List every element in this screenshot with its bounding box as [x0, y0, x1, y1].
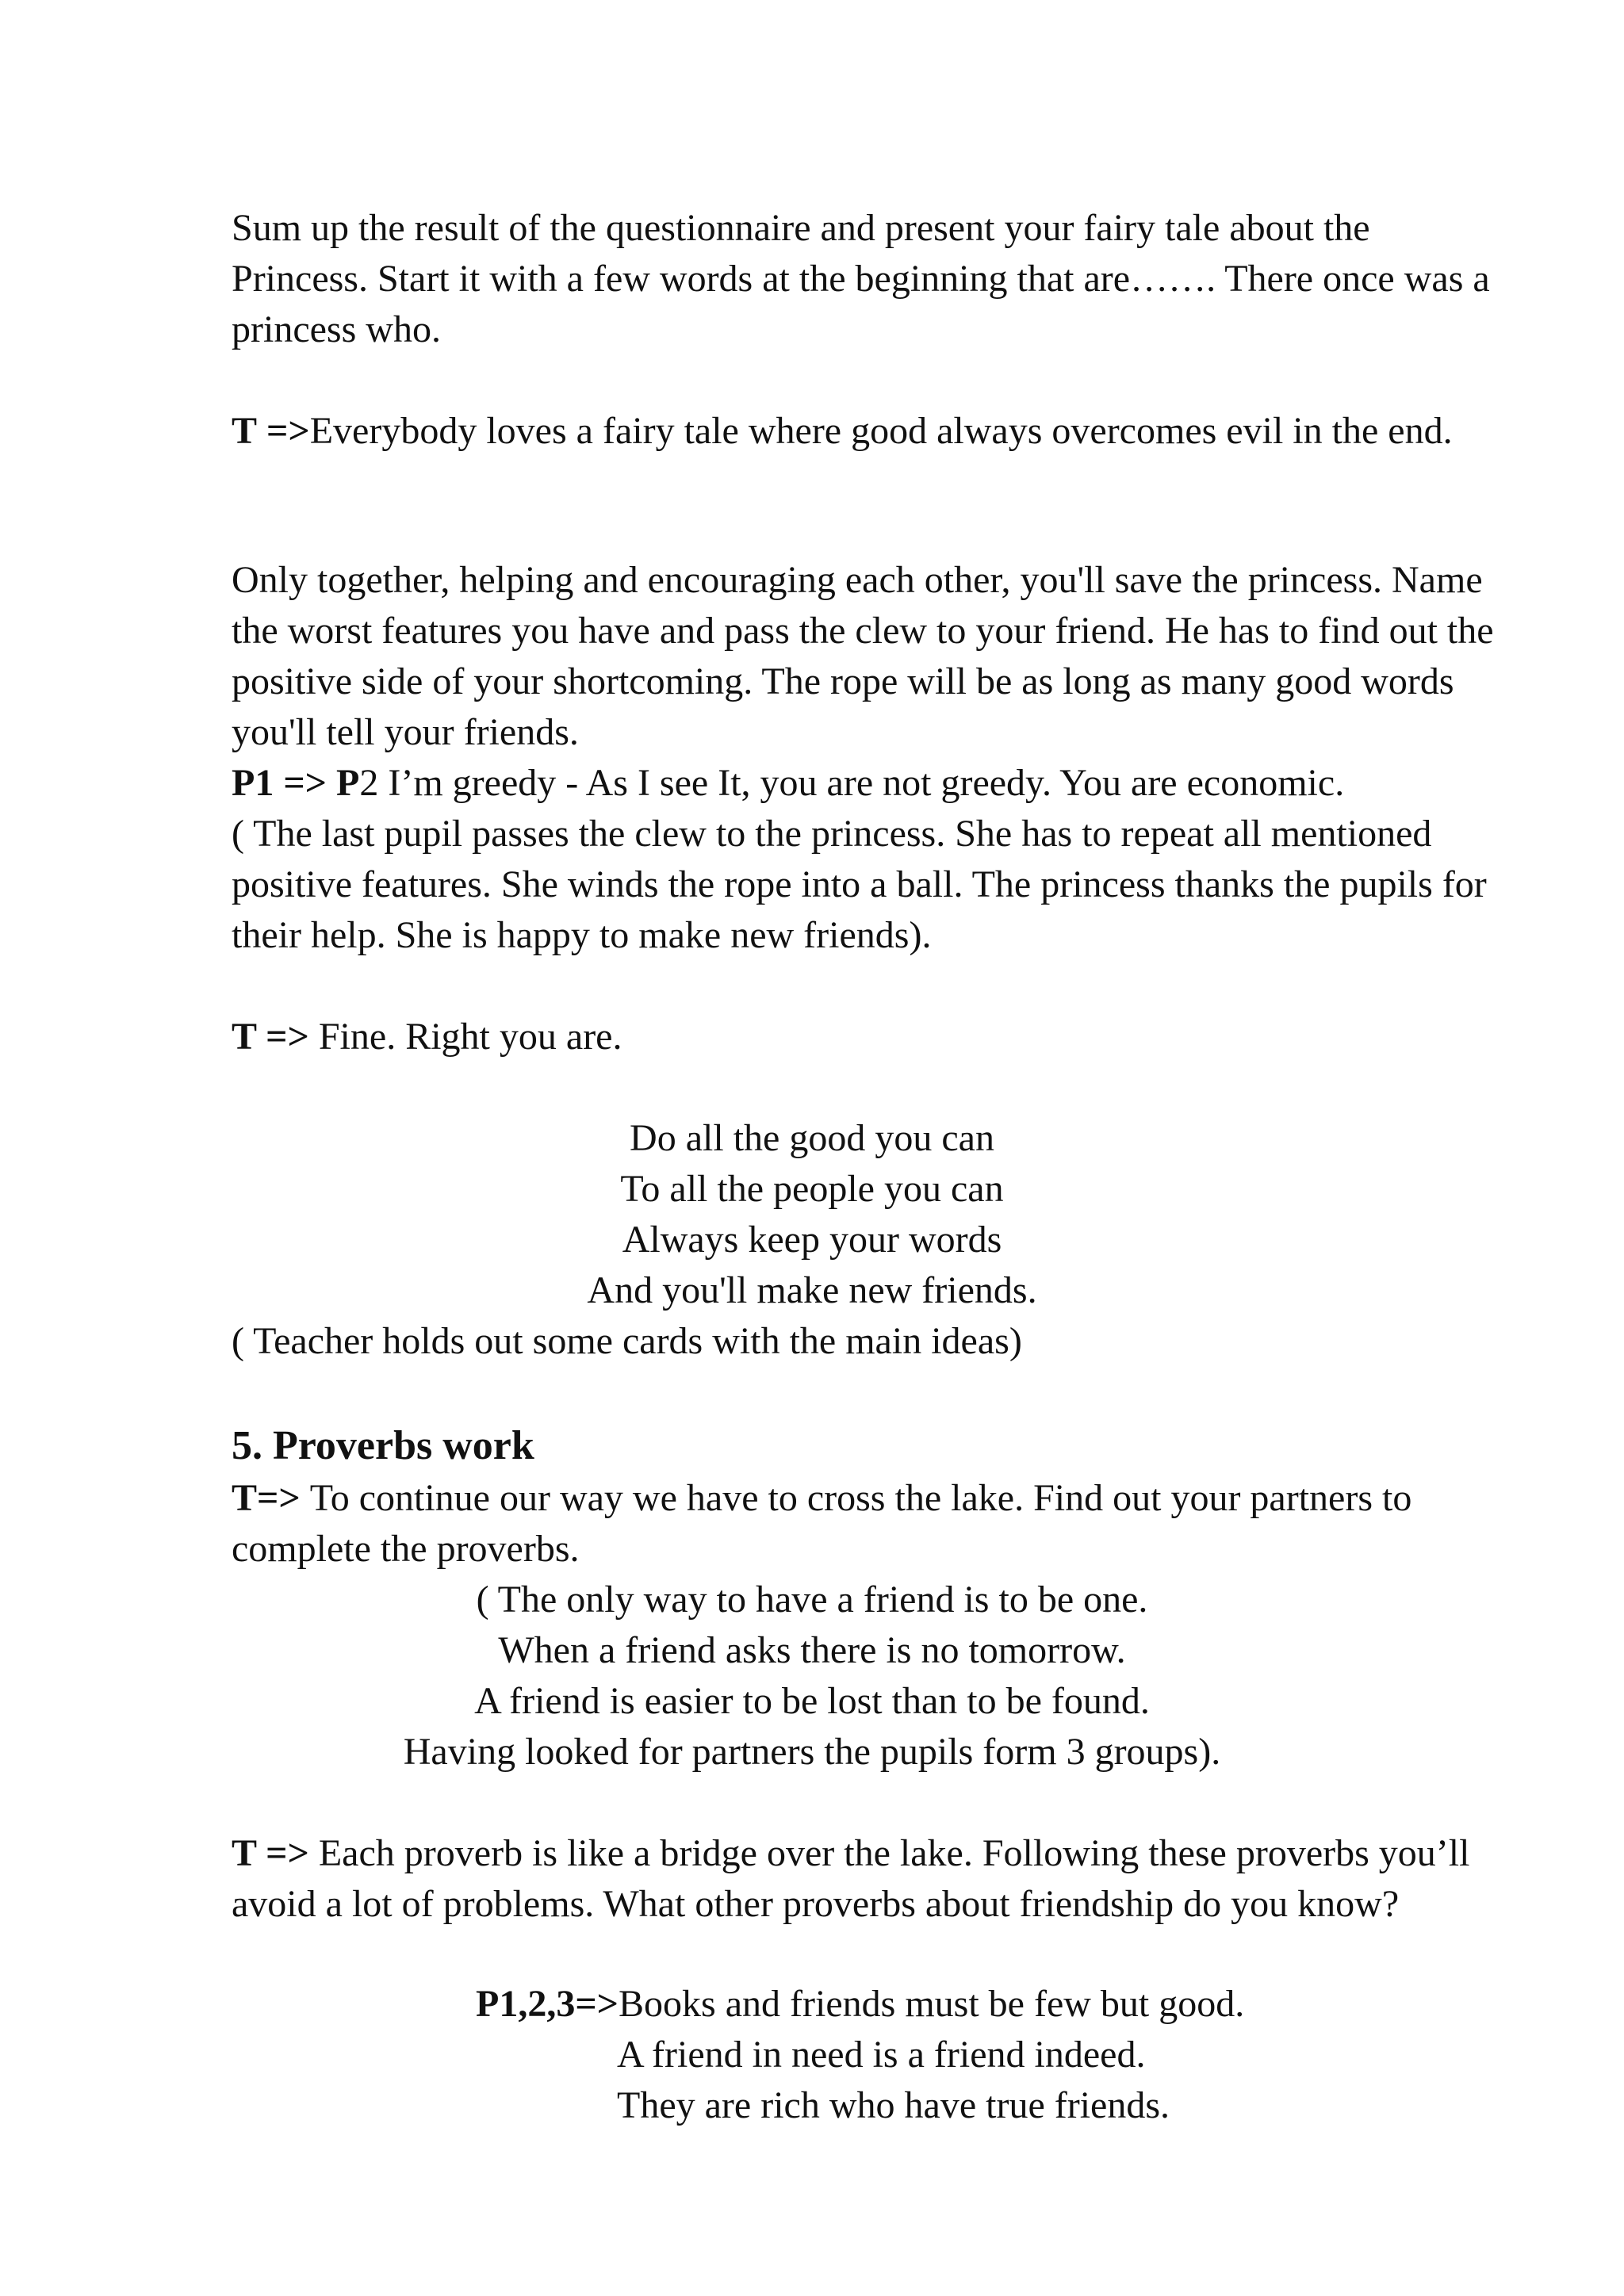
teacher-line-1	[232, 406, 1453, 457]
note-1-line-3: their help. She is happy to make new friends).	[232, 914, 932, 956]
speaker-arrow: =>	[256, 1832, 319, 1874]
pupil-exchange-line	[232, 758, 1344, 809]
intro-line-2: Princess. Start it with a few words at the beginning that are……. There once was a	[232, 258, 1490, 300]
pupils-answer-line-1	[476, 1979, 1244, 2030]
teacher-line-3-text: To continue our way we have to cross the lake. Find out your partners to	[309, 1477, 1412, 1519]
speaker-label: T	[232, 410, 258, 452]
together-line-1: Only together, helping and encouraging each other, you'll save the princess. Name	[232, 559, 1483, 601]
speaker-arrow: =>	[257, 1477, 310, 1519]
pupils-answer-line-2: A friend in need is a friend indeed.	[617, 2034, 1146, 2076]
speaker-label: T	[232, 1016, 257, 1058]
speaker-label: T	[232, 1477, 258, 1519]
teacher-line-1-text: Everybody loves a fairy tale where good always overcomes evil in the end.	[309, 410, 1453, 452]
pupils-answer-line-3: They are rich who have true friends.	[617, 2084, 1170, 2126]
teacher-line-3	[232, 1473, 1411, 1524]
teacher-line-2-text: Fine. Right you are.	[318, 1016, 622, 1058]
teacher-line-3-continued: complete the proverbs.	[232, 1528, 580, 1570]
intro-line-3: princess who.	[232, 308, 441, 350]
teacher-line-4-continued: avoid a lot of problems. What other proverbs about friendship do you know?	[232, 1883, 1400, 1925]
together-line-3: positive side of your shortcoming. The rope will be as long as many good words	[232, 660, 1454, 702]
speaker-label: T	[232, 1832, 257, 1874]
poem-line-4: And you'll make new friends.	[587, 1269, 1037, 1311]
pupils-arrow: =>	[575, 1983, 619, 2025]
proverb-line-4: Having looked for partners the pupils form 3 groups).	[403, 1731, 1221, 1773]
together-line-4: you'll tell your friends.	[232, 711, 579, 753]
poem-line-1: Do all the good you can	[630, 1117, 994, 1159]
poem-line-3: Always keep your words	[622, 1219, 1002, 1261]
note-1-line-2: positive features. She winds the rope into a ball. The princess thanks the pupils for	[232, 863, 1487, 905]
speaker-arrow: =>	[266, 410, 310, 452]
note-1-line-1: ( The last pupil passes the clew to the princess. She has to repeat all mentioned	[232, 813, 1432, 855]
pupil-1-label: P1	[232, 762, 274, 804]
note-2: ( Teacher holds out some cards with the main ideas)	[232, 1320, 1022, 1362]
proverb-line-3: A friend is easier to be lost than to be found.	[474, 1680, 1150, 1722]
pupil-exchange-text: 2 I’m greedy - As I see It, you are not greedy. You are economic.	[359, 762, 1345, 804]
pupils-label: P1,2,3	[476, 1983, 576, 2025]
speaker-arrow: =>	[256, 1016, 319, 1058]
proverb-line-1: ( The only way to have a friend is to be one.	[476, 1578, 1148, 1621]
pupil-2-label: P	[336, 762, 360, 804]
teacher-line-2	[232, 1012, 622, 1062]
together-line-2: the worst features you have and pass the clew to your friend. He has to find out the	[232, 610, 1494, 652]
intro-line-1: Sum up the result of the questionnaire and present your fairy tale about the	[232, 207, 1370, 249]
section-heading: 5. Proverbs work	[232, 1423, 534, 1468]
pupil-arrow: =>	[274, 762, 337, 804]
teacher-line-4-text: Each proverb is like a bridge over the lake. Following these proverbs you’ll	[318, 1832, 1470, 1874]
teacher-line-4	[232, 1828, 1469, 1879]
proverb-line-2: When a friend asks there is no tomorrow.	[498, 1629, 1126, 1671]
pupils-answer-text-1: Books and friends must be few but good.	[619, 1983, 1245, 2025]
poem-line-2: To all the people you can	[620, 1168, 1004, 1210]
